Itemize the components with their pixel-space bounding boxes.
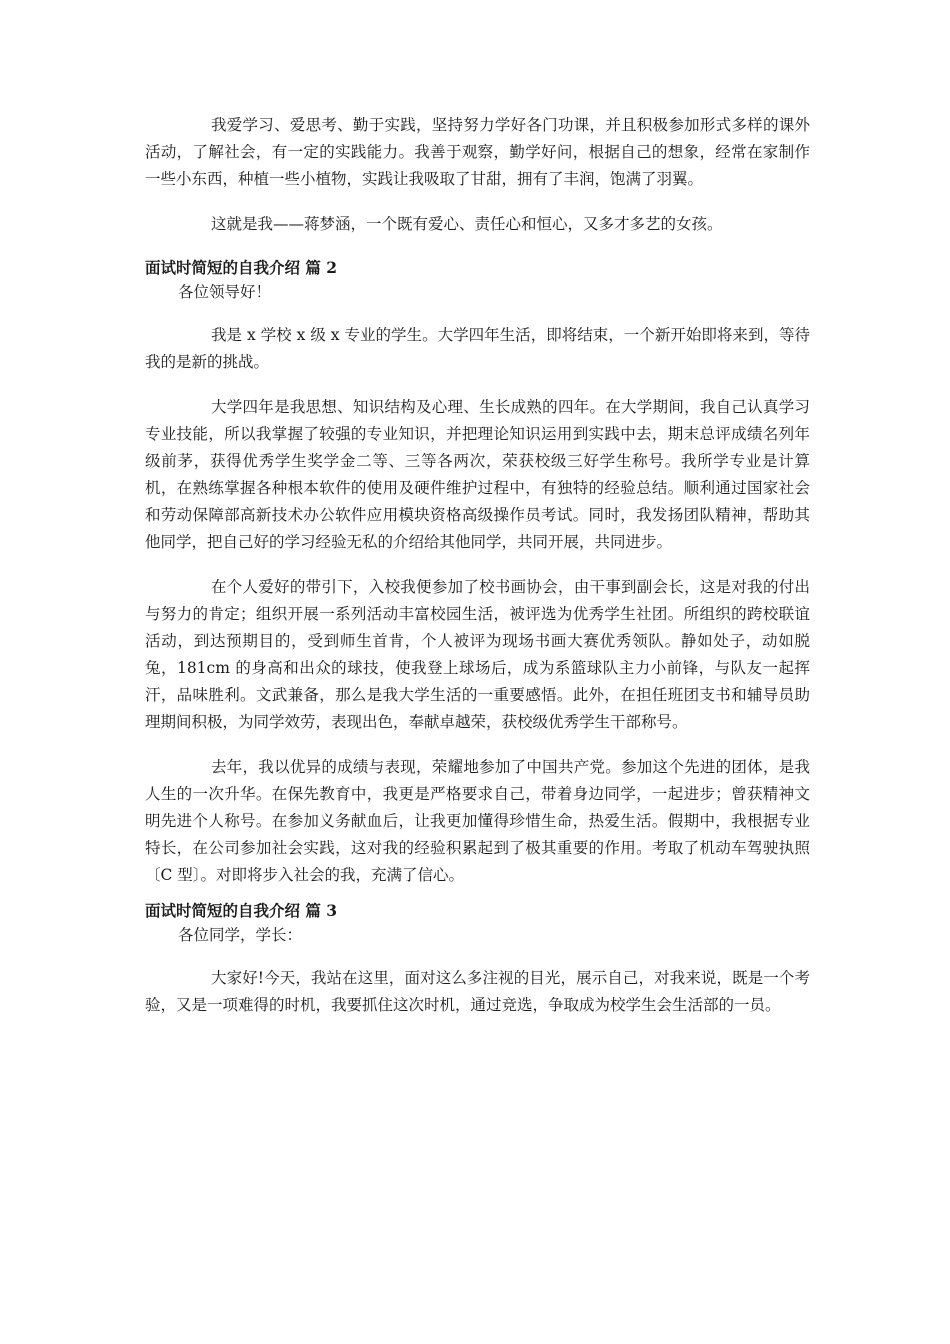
section-2-heading: 面试时简短的自我介绍 篇 2 [145,258,338,277]
section-2-paragraph-4: 去年，我以优异的成绩与表现，荣耀地参加了中国共产党。参加这个先进的团体，是我人生的一次升华。在保先教育中，我更是严格要求自己，带着身边同学，一起进步；曾获精神文明先进个人称号。在参加义务献血后，让我更加懂得珍惜生命，热爱生活。假期中，我根据专业特长，在公司参加社会实践，这对我的经验积累起到了极其重要的作用。考取了机动车驾驶执照〔C 型〕。对即将步入社会的我，充满了信心。 [145,758,810,884]
section-2-paragraph-1: 我是 x 学校 x 级 x 专业的学生。大学四年生活，即将结束，一个新开始即将来到，等待我的是新的挑战。 [145,326,810,371]
section-3-paragraph-1: 大家好!今天，我站在这里，面对这么多注视的目光，展示自己，对我来说，既是一个考验，又是一项难得的时机，我要抓住这次时机，通过竞选，争取成为校学生会生活部的一员。 [145,969,810,1014]
section-2-paragraph-3: 在个人爱好的带引下，入校我便参加了校书画协会，由干事到副会长，这是对我的付出与努力的肯定；组织开展一系列活动丰富校园生活，被评选为优秀学生社团。所组织的跨校联谊活动，到达预期目的，受到师生首肯，个人被评为现场书画大赛优秀领队。静如处子，动如脱兔，181cm 的身高和出众的球技，使我登上球场后，成为系篮球队主力小前锋，与队友一起挥汗，品味胜利。文武兼备，那么是我大学生活的一重要感悟。此外，在担任班团支书和辅导员助理期间积极，为同学效劳，表现出色，奉献卓越荣，获校级优秀学生干部称号。 [145,578,810,731]
paragraph-intro-1: 我爱学习、爱思考、勤于实践，坚持努力学好各门功课，并且积极参加形式多样的课外活动，了解社会，有一定的实践能力。我善于观察，勤学好问，根据自己的想象，经常在家制作一些小东西，种植一些小植物，实践让我吸取了甘甜，拥有了丰润，饱满了羽翼。 [145,116,810,188]
section-3-greeting: 各位同学，学长： [178,926,303,944]
paragraph-intro-2: 这就是我——蒋梦涵，一个既有爱心、责任心和恒心，又多才多艺的女孩。 [211,215,723,233]
section-2-paragraph-2: 大学四年是我思想、知识结构及心理、生长成熟的四年。在大学期间，我自己认真学习专业技能，所以我掌握了较强的专业知识，并把理论知识运用到实践中去，期末总评成绩名列年级前茅，获得优秀学生奖学金二等、三等各两次，荣获校级三好学生称号。我所学专业是计算机，在熟练掌握各种根本软件的使用及硬件维护过程中，有独特的经验总结。顺利通过国家社会和劳动保障部高新技术办公软件应用模块资格高级操作员考试。同时，我发扬团队精神，帮助其他同学，把自己好的学习经验无私的介绍给其他同学，共同开展，共同进步。 [145,398,810,551]
document-page [145,112,810,1019]
section-2-greeting: 各位领导好！ [178,283,272,301]
section-3-heading: 面试时简短的自我介绍 篇 3 [145,901,338,920]
